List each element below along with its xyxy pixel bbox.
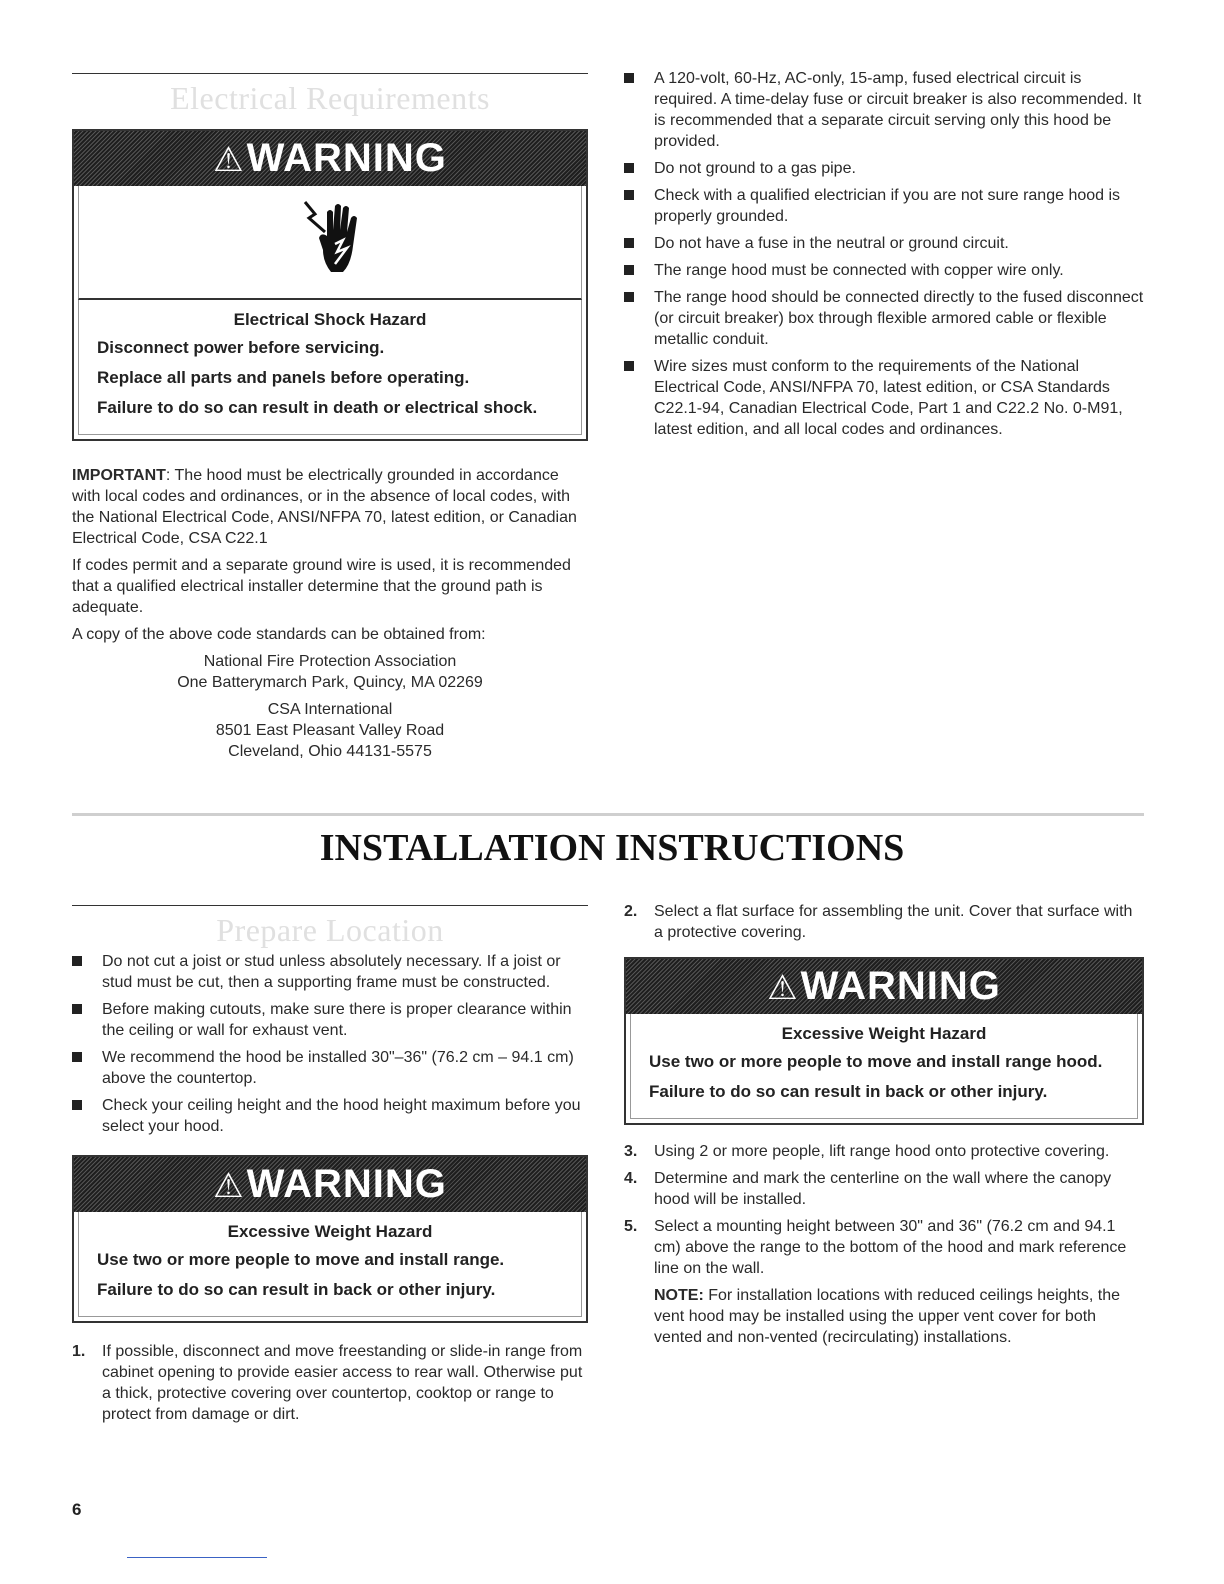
electrical-bullet-list [624,68,1144,440]
list-item: 1. If possible, disconnect and move freestanding or slide-in range from cabinet opening to provide easier access to rear wall. Otherwise put a thick, protective covering over countertop, cooktop or range to protect from damage or dirt. [72,1343,583,1423]
list-item: 5. Select a mounting height between 30" and 36" (76.2 cm and 94.1 cm) above the range to the bottom of the hood and mark reference line on the wall. [624,1218,1127,1277]
warning-title: Electrical Shock Hazard [233,310,427,329]
warning-line: Failure to do so can result in back or other injury. [97,1280,496,1299]
note-text: For installation locations with reduced ceilings heights, the vent hood may be installed using the upper vent cover for both vented and non-vented (recirculating) installations. [654,1287,1121,1346]
steps-right-list [624,1141,1144,1279]
warning-header [74,131,586,186]
list-item: Check your ceiling height and the hood height maximum before you select your hood. [72,1095,588,1137]
warning-triangle-icon: ⚠ [767,969,799,1007]
electrical-section-header [72,73,588,117]
list-item: Wire sizes must conform to the requirements of the National Electrical Code, ANSI/NFPA 70, latest edition, or CSA Standards C22.1-94, Canadian Electrical Code, Part 1 and C22.2 No. 0-M91, latest edition, and all local codes and ordinances. [624,356,1144,440]
bullet-square-icon [624,361,634,371]
list-item: Check with a qualified electrician if you are not sure range hood is properly grounded. [624,185,1144,227]
list-item: Do not ground to a gas pipe. [624,158,1144,179]
warning-word: WARNING [246,136,447,180]
bullet-square-icon [624,163,634,173]
list-item: Do not cut a joist or stud unless absolutely necessary. If a joist or stud must be cut, then a supporting frame must be constructed. [72,951,588,993]
important-text: : The hood must be electrically grounded in accordance with local codes and ordinances, or in the absence of local codes, with the National Electrical Code, ANSI/NFPA 70, latest edition, or Canadian Electrical Code, CSA C22.1 [72,467,577,547]
prepare-bullet-list [72,951,588,1137]
range-hood-warning-box [624,957,1144,1125]
warning-word: WARNING [246,1162,447,1206]
warning-body [78,1212,582,1317]
warning-header [626,959,1142,1014]
address-line: Cleveland, Ohio 44131-5575 [228,743,432,760]
steps-right-column [624,901,1144,1354]
bullet-square-icon [72,1052,82,1062]
electric-shock-hand-icon [297,192,377,292]
warning-triangle-icon: ⚠ [213,1167,245,1205]
list-item: Do not have a fuse in the neutral or ground circuit. [624,233,1144,254]
bullet-square-icon [72,1004,82,1014]
warning-triangle-icon: ⚠ [213,141,245,179]
warning-title: Excessive Weight Hazard [227,1222,433,1241]
warning-line: Replace all parts and panels before operating. [97,368,470,387]
weight-warning-box [72,1155,588,1323]
page-number: 6 [72,1500,82,1519]
shock-hazard-icon-area [78,186,582,300]
prepare-left-column [72,905,588,1431]
list-item: A 120-volt, 60-Hz, AC-only, 15-amp, fused electrical circuit is required. A time-delay fuse or circuit breaker is also recommended. It is recommended that a separate circuit serving only this hood be provided. [624,68,1144,152]
list-item: Before making cutouts, make sure there is proper clearance within the ceiling or wall for exhaust vent. [72,999,588,1041]
address-line: 8501 East Pleasant Valley Road [215,722,445,739]
warning-title: Excessive Weight Hazard [781,1024,987,1043]
warning-header [74,1157,586,1212]
nfpa-address [72,651,588,693]
bullet-square-icon [624,238,634,248]
list-item: 2. Select a flat surface for assembling the unit. Cover that surface with a protective covering. [624,903,1133,941]
list-item: 4. Determine and mark the centerline on the wall where the canopy hood will be installed. [624,1170,1112,1208]
ground-wire-paragraph: If codes permit and a separate ground wire is used, it is recommended that a qualified electrical installer determine that the ground path is adequate. [72,557,571,616]
bullet-square-icon [624,73,634,83]
section-divider [72,813,1144,816]
warning-line: Disconnect power before servicing. [97,338,385,357]
bullet-square-icon [72,956,82,966]
warning-line: Use two or more people to move and install range. [97,1250,505,1269]
note-paragraph [624,1285,1144,1348]
electrical-warning-box [72,129,588,441]
address-line: National Fire Protection Association [203,653,457,670]
warning-body [78,300,582,435]
code-standards-paragraph: A copy of the above code standards can be obtained from: [72,626,486,643]
list-item: The range hood must be connected with copper wire only. [624,260,1144,281]
list-item: The range hood should be connected directly to the fused disconnect (or circuit breaker) box through flexible armored cable or flexible metallic conduit. [624,287,1144,350]
bullet-square-icon [72,1100,82,1110]
warning-line: Failure to do so can result in back or other injury. [649,1082,1048,1101]
electrical-left-column [72,73,588,762]
prepare-section-header [72,905,588,949]
bullet-square-icon [624,265,634,275]
important-label: IMPORTANT [72,467,166,484]
warning-word: WARNING [800,964,1001,1008]
address-line: CSA International [267,701,393,718]
note-label: NOTE: [654,1287,704,1304]
electrical-right-column [624,68,1144,446]
list-item: We recommend the hood be installed 30"–36" (76.2 cm – 94.1 cm) above the countertop. [72,1047,588,1089]
bullet-square-icon [624,190,634,200]
electrical-section-title: Electrical Requirements [170,80,490,116]
list-item: 3. Using 2 or more people, lift range hood onto protective covering. [624,1143,1110,1160]
important-paragraph [72,465,588,549]
address-line: One Batterymarch Park, Quincy, MA 02269 [177,674,483,691]
step-2-list [624,901,1144,943]
warning-line: Use two or more people to move and install range hood. [649,1052,1103,1071]
installation-title: INSTALLATION INSTRUCTIONS [319,827,905,869]
steps-left-list [72,1341,588,1425]
warning-body [630,1014,1138,1119]
prepare-section-title: Prepare Location [216,912,444,948]
footer-rule [127,1557,267,1558]
csa-address [72,699,588,762]
bullet-square-icon [624,292,634,302]
warning-line: Failure to do so can result in death or electrical shock. [97,398,538,417]
